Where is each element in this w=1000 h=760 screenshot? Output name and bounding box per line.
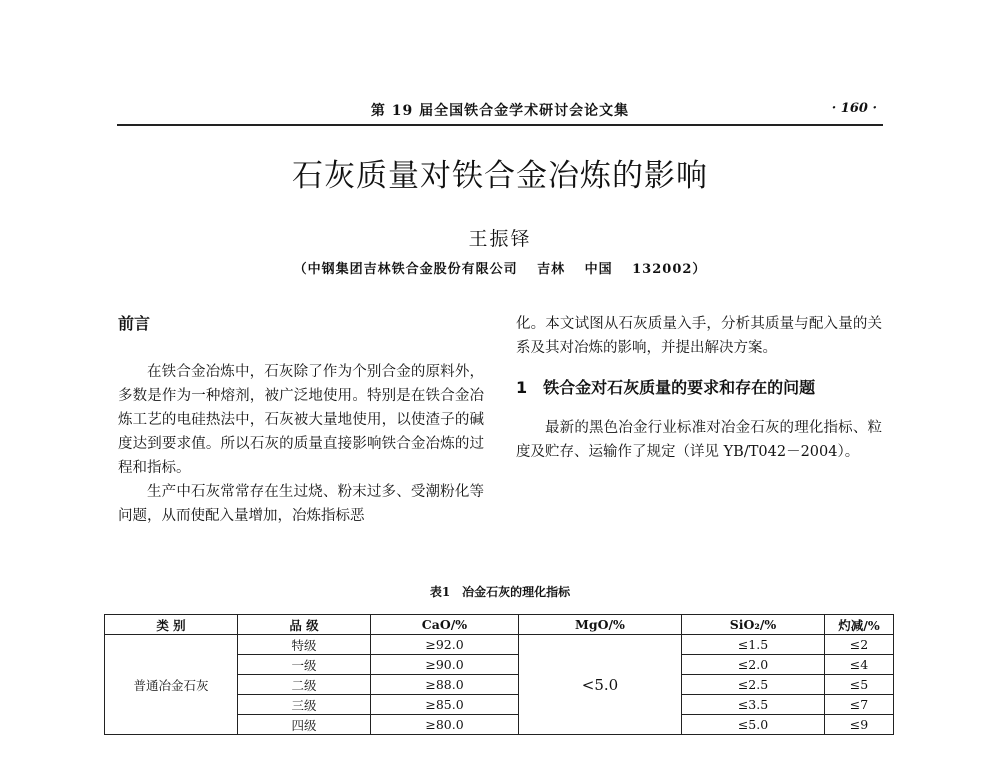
header-mgo: MgO/% (519, 615, 682, 635)
grade-cell: 四级 (238, 715, 371, 735)
left-column (118, 312, 484, 528)
grade-cell: 三级 (238, 695, 371, 715)
right-column (516, 312, 882, 464)
loss-cell: ≤2 (825, 635, 894, 655)
sio2-cell: ≤3.5 (682, 695, 825, 715)
table-header-row (105, 615, 894, 635)
running-header (117, 98, 883, 126)
paper-title: 石灰质量对铁合金冶炼的影响 (292, 158, 708, 194)
sio2-cell: ≤2.0 (682, 655, 825, 675)
mgo-cell: <5.0 (519, 635, 682, 735)
cao-cell: ≥90.0 (371, 655, 519, 675)
header-category: 类 别 (105, 615, 238, 635)
grade-cell: 特级 (238, 635, 371, 655)
cao-cell: ≥88.0 (371, 675, 519, 695)
loss-cell: ≤4 (825, 655, 894, 675)
loss-cell: ≤7 (825, 695, 894, 715)
paragraph-intro-1: 在铁合金冶炼中，石灰除了作为个别合金的原料外，多数是作为一种熔剂，被广泛地使用。特别是在铁合金冶炼工艺的电硅热法中，石灰被大量地使用，以使渣子的碱度达到要求值。所以石灰的质量直接影响铁合金冶炼的过程和指标。 (118, 364, 484, 476)
section-heading-1: 1 铁合金对石灰质量的要求和存在的问题 (516, 378, 816, 397)
category-cell: 普通冶金石灰 (105, 635, 238, 735)
page-number: · 160 · (831, 101, 877, 116)
paragraph-continuation: 化。本文试图从石灰质量入手，分析其质量与配入量的关系及其对冶炼的影响，并提出解决方案。 (516, 316, 882, 356)
grade-cell: 二级 (238, 675, 371, 695)
sio2-cell: ≤2.5 (682, 675, 825, 695)
cao-cell: ≥85.0 (371, 695, 519, 715)
section-heading-preface: 前言 (118, 314, 151, 333)
header-sio2: SiO₂/% (682, 615, 825, 635)
header-loss: 灼减/% (825, 615, 894, 635)
sio2-cell: ≤1.5 (682, 635, 825, 655)
paragraph-standard: 最新的黑色冶金行业标准对冶金石灰的理化指标、粒度及贮存、运输作了规定（详见 YB/T042－2004）。 (516, 420, 882, 460)
cao-cell: ≥80.0 (371, 715, 519, 735)
author-name: 王振铎 (468, 228, 532, 250)
loss-cell: ≤9 (825, 715, 894, 735)
header-title: 第 19 届全国铁合金学术研讨会论文集 (370, 103, 630, 119)
grade-cell: 一级 (238, 655, 371, 675)
cao-cell: ≥92.0 (371, 635, 519, 655)
sio2-cell: ≤5.0 (682, 715, 825, 735)
lime-spec-table (104, 614, 894, 735)
paragraph-intro-2: 生产中石灰常常存在生过烧、粉末过多、受潮粉化等问题，从而使配入量增加，冶炼指标恶 (118, 484, 484, 524)
table-row (105, 635, 894, 655)
author-affiliation: （中钢集团吉林铁合金股份有限公司 吉林 中国 132002） (293, 262, 707, 277)
header-grade: 品 级 (238, 615, 371, 635)
table-caption: 表1 冶金石灰的理化指标 (429, 585, 571, 599)
loss-cell: ≤5 (825, 675, 894, 695)
header-cao: CaO/% (371, 615, 519, 635)
